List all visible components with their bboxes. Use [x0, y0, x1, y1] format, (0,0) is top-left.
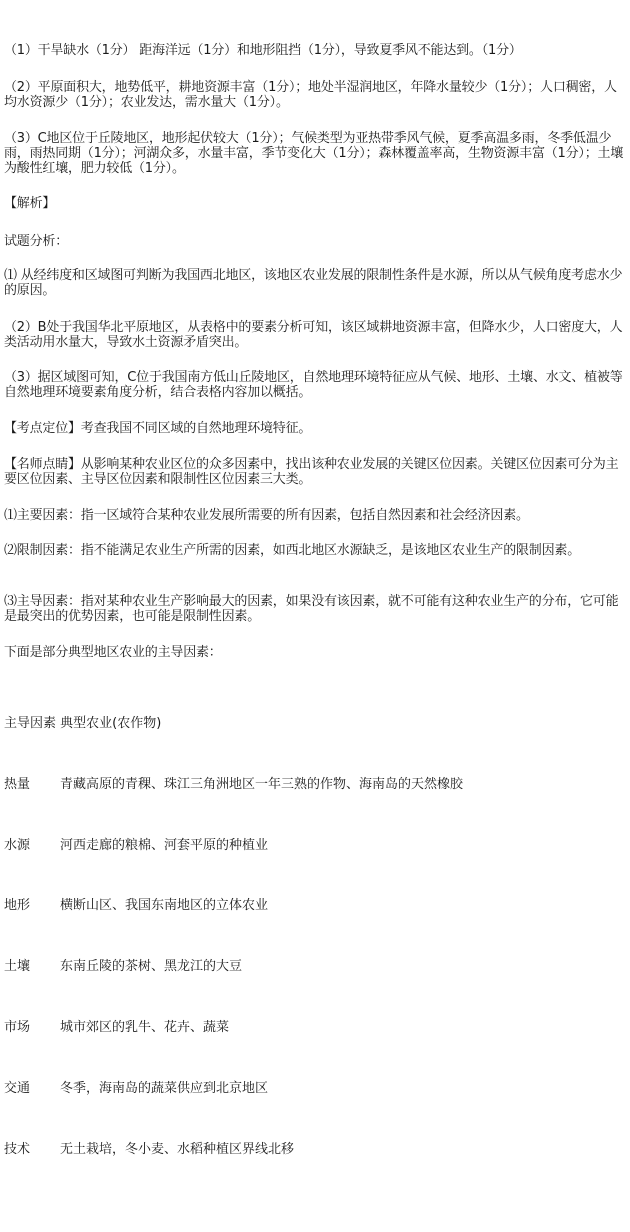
table-header: 主导因素 典型农业(农作物)	[4, 716, 162, 731]
analysis-1: ⑴ 从经纬度和区域图可判断为我国西北地区，该地区农业发展的限制性条件是水源，所以从气候角度考虑水少的原因。	[4, 268, 623, 298]
table-cell-example: 横断山区、我国东南地区的立体农业	[60, 898, 269, 913]
table-cell-example: 河西走廊的粮棉、河套平原的种植业	[60, 838, 269, 853]
table-cell-factor: 土壤	[4, 959, 31, 974]
table-cell-factor: 地形	[4, 898, 31, 913]
factor-leading: ⑶主导因素：指对某种农业生产影响最大的因素，如果没有该因素，就不可能有这种农业生产的分布，它可能是最突出的优势因素，也可能是限制性因素。	[4, 594, 619, 624]
table-cell-example: 青藏高原的青稞、珠江三角洲地区一年三熟的作物、海南岛的天然橡胶	[60, 777, 464, 792]
table-row	[4, 898, 626, 913]
kaodian-note: 【考点定位】考查我国不同区域的自然地理环境特征。	[4, 421, 312, 436]
table-intro: 下面是部分典型地区农业的主导因素：	[4, 645, 222, 660]
analysis-3: （3）据区域图可知，C位于我国南方低山丘陵地区，自然地理环境特征应从气候、地形、土壤、水文、植被等自然地理环境要素角度分析，结合表格内容加以概括。	[4, 370, 623, 400]
answer-1: （1）干旱缺水（1分） 距海洋远（1分）和地形阻挡（1分），导致夏季风不能达到。（1分）	[4, 43, 522, 58]
factor-limit: ⑵限制因素：指不能满足农业生产所需的因素，如西北地区水源缺乏，是该地区农业生产的限制因素。	[4, 543, 581, 558]
table-cell-example: 冬季，海南岛的蔬菜供应到北京地区	[60, 1081, 269, 1096]
mingshi-note: 【名师点睛】从影响某种农业区位的众多因素中，找出该种农业发展的关键区位因素。关键区位因素可分为主要区位因素、主导区位因素和限制性区位因素三大类。	[4, 457, 619, 487]
analysis-intro: 试题分析：	[4, 234, 69, 249]
table-row	[4, 1142, 626, 1157]
table-cell-factor: 技术	[4, 1142, 31, 1157]
table-cell-factor: 市场	[4, 1020, 31, 1035]
analysis-heading: 【解析】	[4, 196, 56, 211]
factor-main: ⑴主要因素：指一区域符合某种农业发展所需要的所有因素，包括自然因素和社会经济因素。	[4, 508, 529, 523]
table-cell-factor: 交通	[4, 1081, 31, 1096]
answer-2: （2）平原面积大，地势低平，耕地资源丰富（1分）；地处半湿润地区，年降水量较少（1分）；人口稠密，人均水资源少（1分）；农业发达，需水量大（1分）。	[4, 80, 617, 110]
table-cell-example: 无土栽培，冬小麦、水稻种植区界线北移	[60, 1142, 295, 1157]
table-row	[4, 959, 626, 974]
table-cell-example: 东南丘陵的茶树、黑龙江的大豆	[60, 959, 243, 974]
table-row	[4, 1081, 626, 1096]
table-cell-factor: 水源	[4, 838, 31, 853]
table-cell-factor: 热量	[4, 777, 31, 792]
table-row	[4, 1020, 626, 1035]
analysis-2: （2）B处于我国华北平原地区，从表格中的要素分析可知，该区域耕地资源丰富，但降水少，人口密度大，人类活动用水量大，导致水土资源矛盾突出。	[4, 320, 623, 350]
table-row	[4, 838, 626, 853]
answer-3: （3）C地区位于丘陵地区，地形起伏较大（1分）；气候类型为亚热带季风气候，夏季高温多雨，冬季低温少雨，雨热同期（1分）；河湖众多，水量丰富，季节变化大（1分）；森林覆盖率高，生物资源丰富（1分）；土壤为酸性红壤，肥力较低（1分）。	[4, 131, 624, 176]
table-cell-example: 城市郊区的乳牛、花卉、蔬菜	[60, 1020, 230, 1035]
table-row	[4, 777, 626, 792]
